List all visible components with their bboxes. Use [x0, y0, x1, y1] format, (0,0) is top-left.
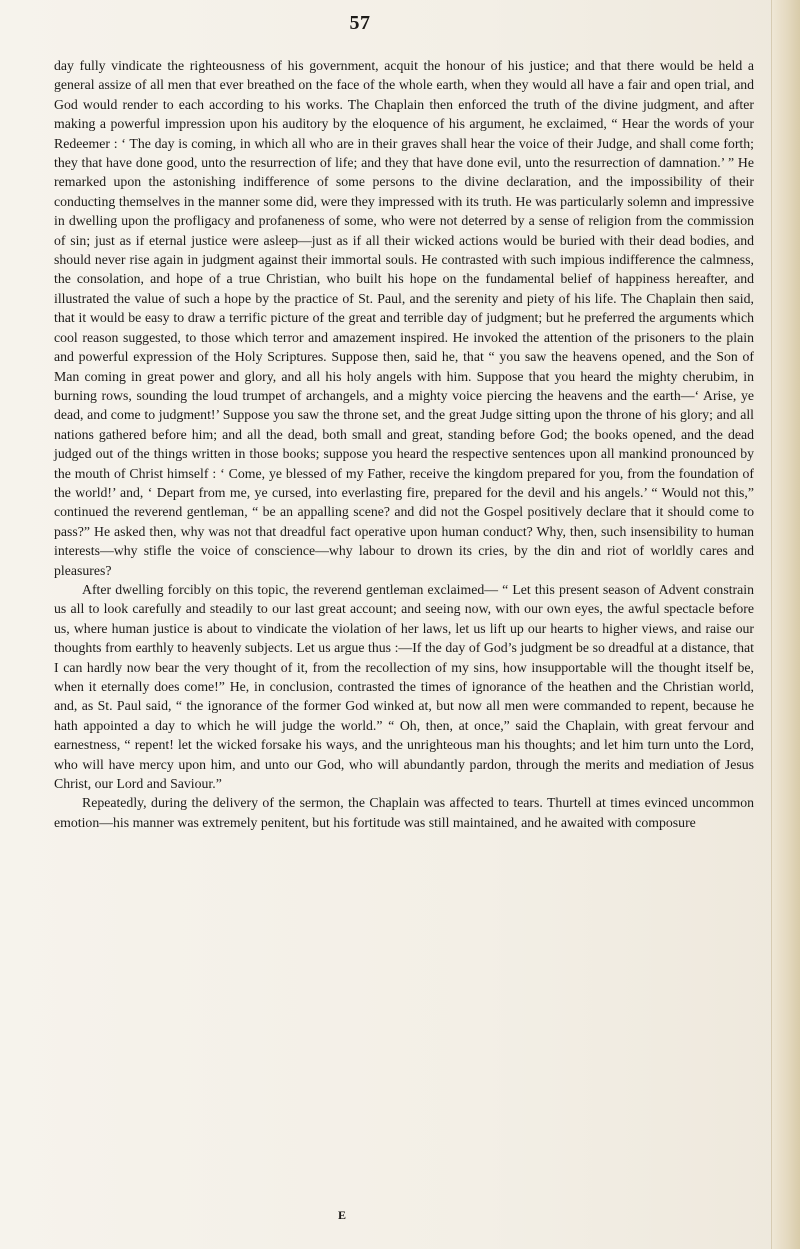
page-edge-shadow	[771, 0, 800, 1249]
signature-mark: E	[337, 1208, 346, 1222]
paragraph-3: Repeatedly, during the delivery of the sermon, the Chaplain was affected to tears. Thurtell at times evinced uncommon emotion—his manner was extremely penitent, but his fortitude was still maintained, and he awaited with composure	[54, 795, 754, 830]
paragraph-1: day fully vindicate the righteousness of his government, acquit the honour of his justice; and that there would be held a general assize of all men that ever breathed on the face of the whole earth, when they would all have a fair and open trial, and God would render to each according to his works. The Chaplain then enforced the truth of the divine judgment, and after making a powerful impression upon his auditory by the eloquence of his argument, he exclaimed, “ Hear the words of your Redeemer : ‘ The day is coming, in which all who are in their graves shall hear the voice of their Judge, and shall come forth; they that have done good, unto the resurrection of life; and they that have done evil, unto the resurrection of damnation.’ ” He remarked upon the astonishing indifference of some persons to the divine declaration, and the impossibility of their conducting themselves in the manner some did, were they impressed with its truth. He was particularly solemn and impressive in dwelling upon the profligacy and profaneness of some, who were not deterred by a sense of religion from the commission of sin; just as if eternal justice were asleep—just as if all their wicked actions would be buried with their dead bodies, and should never rise again in judgment against their immortal souls. He contrasted with such impious indifference the calmness, the consolation, and hope of a true Christian, who built his hope on the fundamental belief of happiness hereafter, and illustrated the value of such a hope by the practice of St. Paul, and the serenity and piety of his life. The Chaplain then said, that it would be easy to draw a terrific picture of the great and terrible day of judgment; but he preferred the arguments which cool reason suggested, to those which terror and amazement inspired. He invoked the attention of the prisoners to the plain and powerful expression of the Holy Scriptures. Suppose then, said he, that “ you saw the heavens opened, and the Son of Man coming in great power and glory, and all his holy angels with him. Suppose that you heard the mighty cherubim, in burning rows, sounding the loud trumpet of archangels, and a mighty voice piercing the heavens and the earth—‘ Arise, ye dead, and come to judgment!’ Suppose you saw the throne set, and the great Judge sitting upon the throne of his glory; and all nations gathered before him; and all the dead, both small and great, standing before God; the books opened, and the dead judged out of the things written in those books; suppose you heard the respective sentences upon all mankind pronounced by the mouth of Christ himself : ‘ Come, ye blessed of my Father, receive the kingdom prepared for you, from the foundation of the world!’ and, ‘ Depart from me, ye cursed, into everlasting fire, prepared for the devil and his angels.’ “ Would not this,” continued the reverend gentleman, “ be an appalling scene? and did not the Gospel positively declare that it should come to pass?” He asked then, why was not that dreadful fact operative upon human conduct? Why, then, such insensibility to human interests—why stifle the voice of conscience—why labour to drown its cries, by the din and riot of worldly cares and pleasures?	[54, 58, 754, 578]
body-text	[54, 56, 754, 832]
page-number: 57	[349, 12, 371, 34]
paragraph-2: After dwelling forcibly on this topic, the reverend gentleman exclaimed— “ Let this present season of Advent constrain us all to look carefully and steadily to our last great account; and seeing now, with our own eyes, the awful spectacle before us, where human justice is about to vindicate the violation of her laws, let us lift up our hearts to higher views, and raise our thoughts from earthly to heavenly subjects. Let us argue thus :—If the day of God’s judgment be so dreadful at a distance, that I can hardly now bear the very thought of it, from the recollection of my sins, how insupportable will the thought itself be, when it eternally does come!” He, in conclusion, contrasted the times of ignorance of the heathen and the Christian world, and, as St. Paul said, “ the ignorance of the former God winked at, but now all men were commanded to repent, because he hath appointed a day to which he will judge the world.” “ Oh, then, at once,” said the Chaplain, with great fervour and earnestness, “ repent! let the wicked forsake his ways, and the unrighteous man his thoughts; and let him turn unto the Lord, who will have mercy upon him, and unto our God, who will abundantly pardon, through the merits and mediation of Jesus Christ, our Lord and Saviour.”	[54, 581, 754, 792]
